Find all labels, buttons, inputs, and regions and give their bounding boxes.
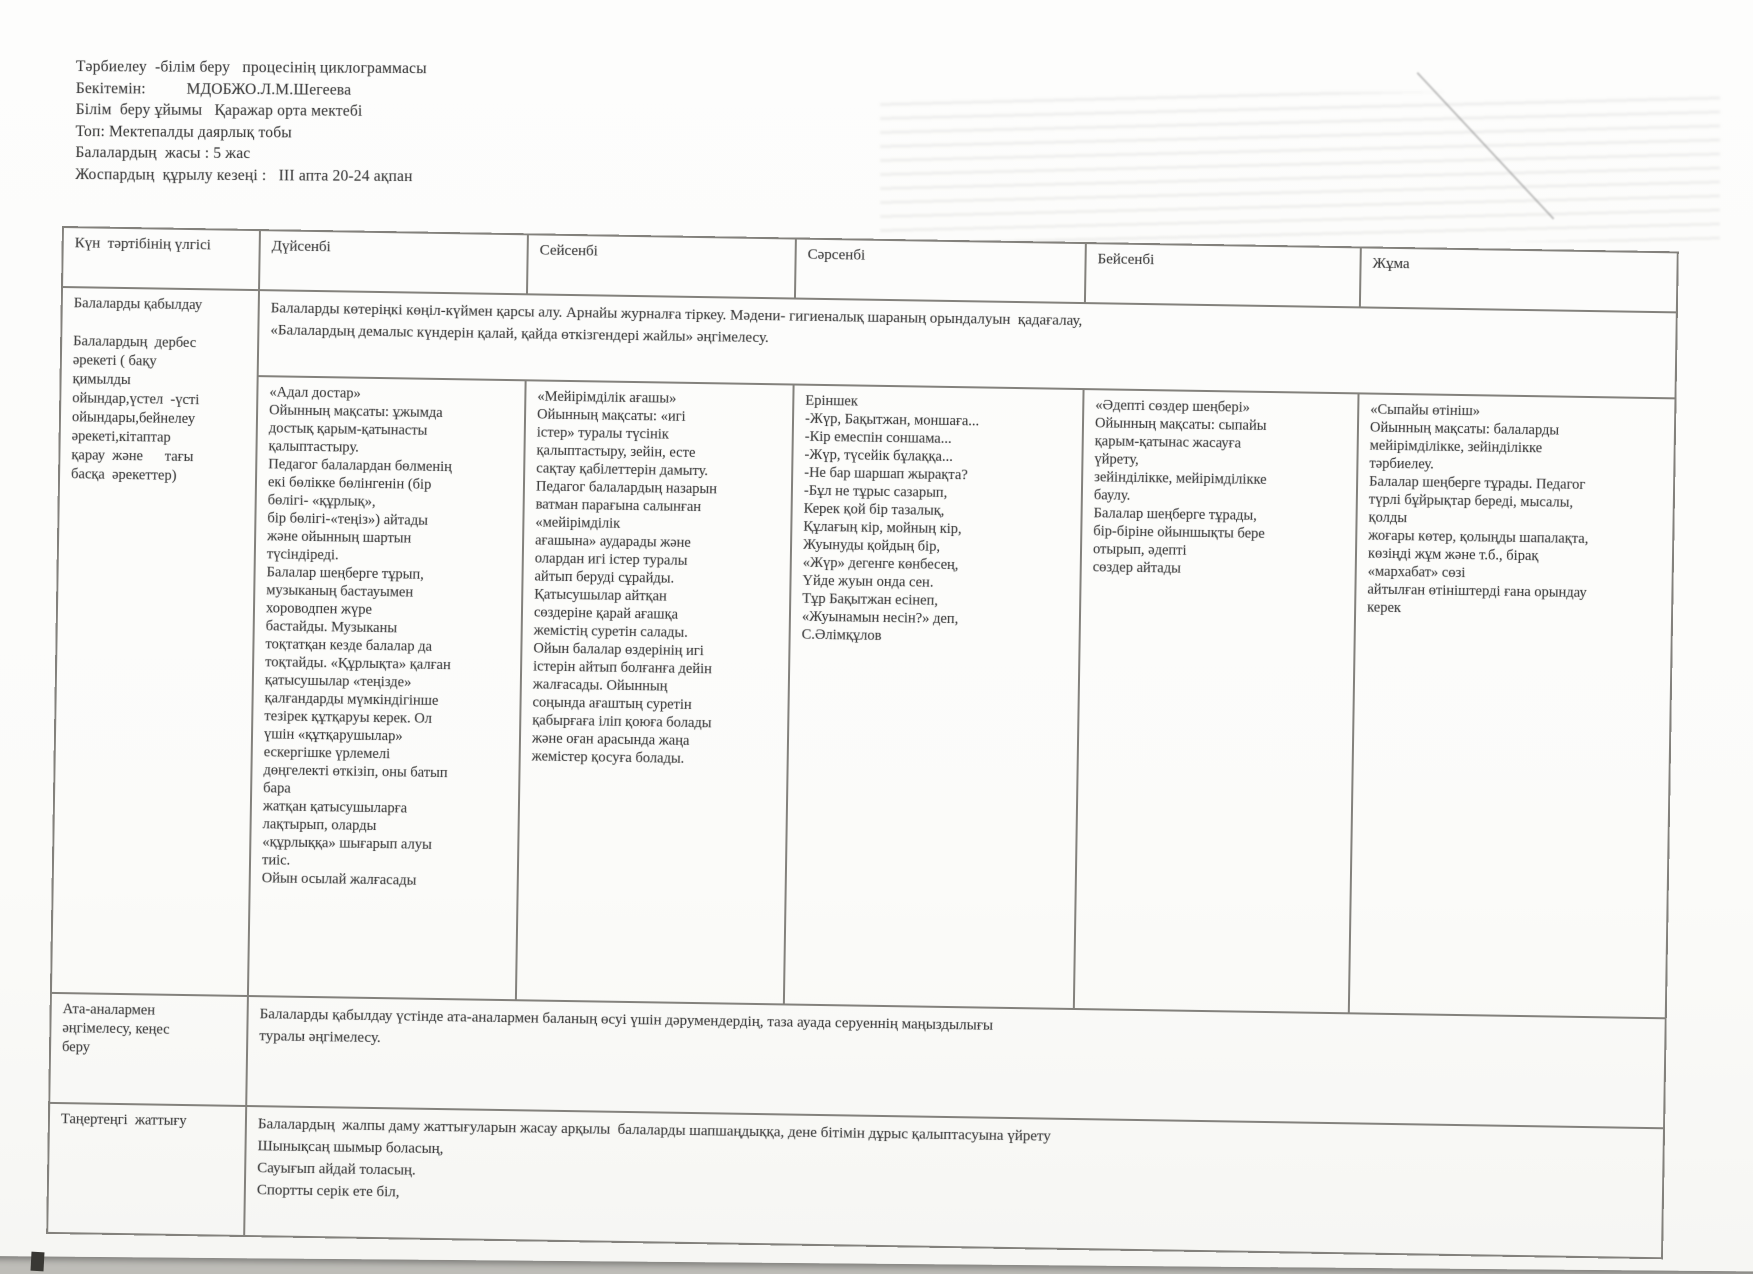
header-line-age: Балалардың жасы : 5 жас (75, 143, 251, 163)
cyclogram-table (46, 226, 1679, 1259)
activity-cell-wednesday: Еріншек -Жүр, Бақытжан, моншаға... -Кір емеспін соншама... -Жүр, түсейік бұлаққа... -Не бар шаршап жырақта? -Бұл не тұрыс сазарып, Керек қой бір тазалық, Құлағың кір, мойның кір, Жуынуды қойдың бір, «Жүр» дегенге көнбесең, Үйде жуын онда сен. Тұр Бақытжан есінеп, «Жуынамын несін?» деп, С.Әлімқұлов (784, 385, 1084, 1009)
parents-text-cell: Балаларды қабылдау үстінде ата-аналармен баланың өсуі үшін дәрумендердің, таза ауада серуеннің маңыздылығы туралы әңгімелесу. (246, 996, 1666, 1128)
scan-edge-mark (31, 1252, 45, 1272)
activity-cell-friday: «Сыпайы өтініш» Ойынның мақсаты: балаларды мейірімділікке, зейінділікке тәрбиелеу. Балалар шеңберге тұрады. Педагог түрлі бұйрықтар береді, мысалы, қолды жоғары көтер, қолыңды шапалақта, көзіңді жұм және т.б., бірақ «мархабат» сөзі айтылған өтініштерді ғана орындау керек (1349, 393, 1676, 1018)
header-line-organization: Білім беру ұйымы Қаражар орта мектебі (75, 100, 363, 120)
day-header-friday: Жұма (1360, 247, 1678, 312)
activity-cell-monday: «Адал достар» Ойынның мақсаты: ұжымда достық қарым-қатынасты қалыптастыру. Педагог балалардан бөлменің екі бөлікке бөлінгенін (бір бөлігі- «құрлық», бір бөлігі-«теңіз») айтады және ойынның шартын түсіндіреді. Балалар шеңберге тұрып, музыканың бастауымен хороводпен жүре бастайды. Музыканы тоқтатқан кезде балалар да тоқтайды. «Құрлықта» қалған қатысушылар «теңізде» қалғандарды мүмкіндігінше тезірек құтқаруы керек. Ол үшін «құтқарушылар» ескергішке үрлемелі дөңгелекті өткізіп, оны батып бара жатқан қатысушыларға лақтырып, оларды «құрлыққа» шығарып алуы тиіс. Ойын осылай жалғасады (248, 376, 526, 1000)
activity-cell-tuesday: «Мейірімділік ағашы» Ойынның мақсаты: «игі істер» туралы түсінік қалыптастыру, зейін, есте сақтау қабілеттерін дамыту. Педагог балалардың назарын ватман парағына салынған «мейірімділік ағашына» аударады және олардан игі істер туралы айтып беруді сұрайды. Қатысушылар айтқан сөздеріне қарай ағашқа жемістің суретін салады. Ойын балалар өздерінің игі істерін айтып болғанға дейін жалғасады. Ойынның соңында ағаштың суретін қабырғаға іліп қоюға болады және оған арасында жаңа жемістер қосуға болады. (516, 380, 794, 1004)
reception-row-label: Балаларды қабылдау Балалардың дербес әрекеті ( бақу қимылды ойындар,үстел -үсті ойындары,бейнелеу әрекеті,кітаптар қарау және тағы басқа әрекеттер) (51, 287, 259, 996)
header-line-approved: Бекітемін: МДОБЖО.Л.М.Шегеева (75, 79, 352, 99)
corner-header-cell: Күн тәртібінің үлгісі (62, 227, 260, 290)
morning-text-cell: Балалардың жалпы даму жаттығуларын жасау арқылы балаларды шапшаңдыққа, дене бітімін дұрыс қалыптасуына үйрету Шынықсаң шымыр боласың, Сауығып айдай толасың. Спортты серік ете біл, (244, 1106, 1664, 1258)
header-line-title: Тәрбиелеу -білім беру процесінің циклограммасы (75, 57, 427, 78)
reception-common-cell: Балаларды көтеріңкі көңіл-күймен қарсы алу. Арнайы журналға тіркеу. Мәдени- гигиеналық шараның орындалуын қадағалау, «Балалардың демалыс күндерін қалай, қайда өткізгендері жайлы» әңгімелесу. (258, 290, 1677, 398)
activity-cell-thursday: «Әдепті сөздер шеңбері» Ойынның мақсаты: сыпайы қарым-қатынас жасауға үйрету, зейінділікке, мейірімділікке баулу. Балалар шеңберге тұрады, бір-біріне ойыншықты бере отырып, әдепті сөздер айтады (1074, 389, 1359, 1013)
header-line-group: Топ: Мектепалды даярлық тобы (75, 122, 292, 141)
header-line-period: Жоспардың құрылу кезеңі : ІІІ апта 20-24 ақпан (75, 165, 413, 185)
morning-row-label: Таңертеңгі жаттығу (47, 1103, 246, 1236)
day-header-wednesday: Сәрсенбі (795, 239, 1086, 304)
day-header-thursday: Бейсенбі (1085, 243, 1361, 307)
day-header-tuesday: Сейсенбі (527, 234, 796, 298)
document-header (75, 56, 427, 187)
reception-activities-row (51, 373, 1676, 1018)
parents-row-label: Ата-аналармен әңгімелесу, кеңес беру (49, 993, 248, 1106)
day-header-monday: Дүйсенбі (259, 230, 528, 294)
morning-exercise-row (47, 1103, 1664, 1258)
